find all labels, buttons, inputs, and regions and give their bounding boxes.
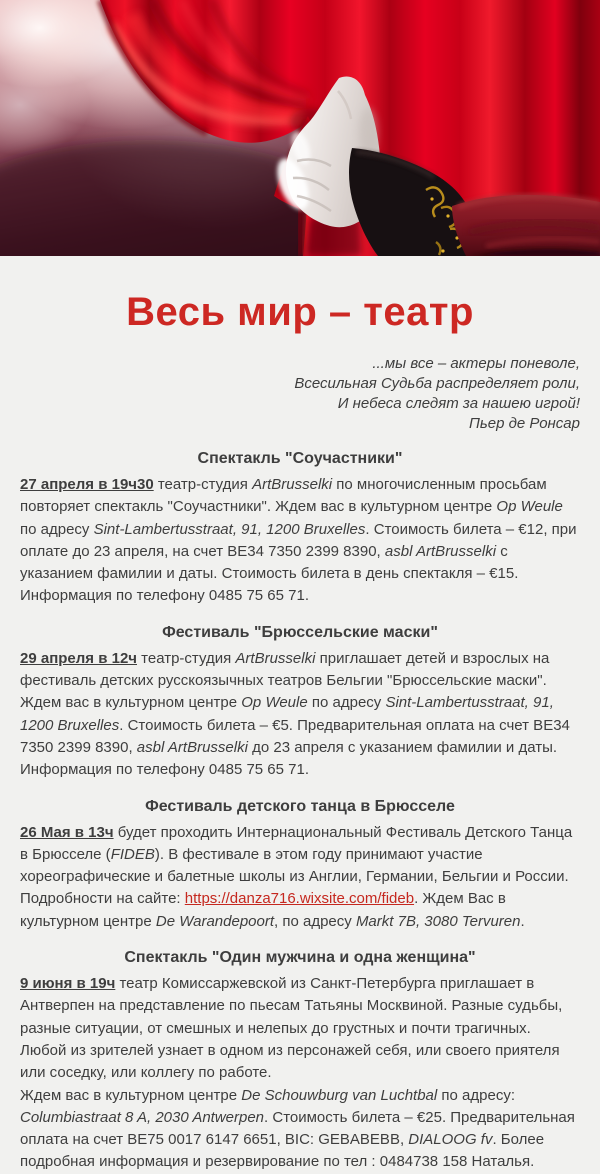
text-segment: Columbiastraat 8 A, 2030 Antwerpen: [20, 1108, 265, 1126]
text-segment: Markt 7B, 3080 Tervuren: [355, 912, 521, 930]
text-segment: De Warandepoort: [155, 912, 275, 930]
text-segment: Sint-Lambertusstraat, 91, 1200 Bruxelles: [20, 694, 554, 734]
event-heading: Спектакль "Один мужчина и одна женщина": [124, 949, 476, 967]
event-date: 9 июня в 19ч: [20, 975, 116, 993]
event-paragraph: [20, 648, 580, 782]
event-paragraph: [20, 474, 580, 608]
epigraph-line: ...мы все – актеры поневоле,: [372, 355, 580, 372]
text-segment: Ждем вас в культурном центре: [20, 1086, 242, 1104]
text-segment: . Стоимость билета – €5. Предварительная оплата на счет BE34 7350 2399 8390,: [20, 716, 570, 756]
epigraph-line: Всесильная Судьба распределяет роли,: [294, 375, 580, 392]
event-section-dance-festival: [0, 797, 600, 933]
text-segment: . Стоимость билета – €25. Предварительная оплата на счет BE75 0017 6147 6651, BIC: GEBABEBB,: [20, 1108, 575, 1149]
event-section-one-man-one-woman: [0, 948, 600, 1174]
epigraph: [20, 354, 580, 434]
curtain-photo-svg: [0, 0, 600, 256]
event-paragraph: [20, 973, 580, 1174]
event-paragraph: [20, 822, 580, 933]
text-segment: по адресу: [20, 520, 94, 538]
text-segment: театр-студия: [153, 476, 253, 493]
event-date: 29 апреля в 12ч: [20, 649, 137, 667]
epigraph-attribution: Пьер де Ронсар: [468, 415, 580, 432]
text-segment: . Более подробная информация и резервирование по тел : 0484738 158 Наталья.: [20, 1131, 545, 1171]
text-segment: asbl ArtBrusselki: [136, 738, 248, 756]
text-segment: De Schouwburg van Luchtbal: [241, 1086, 438, 1104]
text-segment: до 23 апреля с указанием фамилии и даты. Информация по телефону 0485 75 65 71.: [20, 738, 558, 779]
text-segment: с указанием фамилии и даты. Стоимость билета в день спектакля – €15. Информация по телефону 0485 75 65 71.: [20, 542, 519, 605]
event-date: 26 Мая в 13ч: [20, 823, 114, 841]
text-segment: будет проходить Интернациональный Фестиваль Детского Танца в Брюсселе (: [20, 823, 573, 863]
text-segment: asbl ArtBrusselki: [384, 542, 497, 560]
event-heading: Спектакль "Соучастники": [197, 450, 403, 467]
text-segment: .: [520, 912, 525, 930]
inline-link[interactable]: https://danza716.wixsite.com/fideb: [184, 890, 415, 908]
text-segment: Op Weule: [241, 694, 308, 712]
text-segment: , по адресу: [274, 912, 356, 930]
page-title: Весь мир – театр: [126, 290, 474, 334]
event-date: 27 апреля в 19ч30: [20, 476, 154, 493]
text-segment: приглашает детей и взрослых на фестиваль детских русскоязычных театров Бельгии "Брюссельские маски". Ждем вас в культурном центре: [20, 649, 550, 712]
event-section-souchastniki: [0, 449, 600, 608]
text-segment: театр-студия: [137, 649, 236, 667]
text-segment: FIDEB: [110, 845, 155, 863]
text-segment: по адресу: [307, 694, 386, 712]
event-section-brussels-masks: [0, 623, 600, 782]
text-segment: ). В фестивале в этом году принимают участие хореографические и балетные школы из Англии, Германии, Бельгии и России. Подробности на сайте:: [20, 845, 569, 908]
red-jacket-arm: [452, 195, 600, 256]
event-heading: Фестиваль детского танца в Брюсселе: [145, 797, 455, 815]
text-segment: Sint-Lambertusstraat, 91, 1200 Bruxelles: [93, 520, 366, 538]
text-segment: . Стоимость билета – €12, при оплате до 23 апреля, на счет BE34 7350 2399 8390,: [20, 520, 577, 560]
text-segment: ArtBrusselki: [235, 649, 316, 667]
text-segment: ArtBrusselki: [252, 476, 333, 493]
text-segment: Op Weule: [496, 498, 563, 516]
text-segment: по многочисленным просьбам повторяет спектакль "Соучастники". Ждем вас в культурном центре: [20, 476, 547, 516]
epigraph-line: И небеса следят за нашею игрой!: [337, 395, 580, 412]
text-segment: театр Комиссаржевской из Санкт-Петербурга приглашает в Антверпен на представление по пьесам Татьяны Москвиной. Разные судьбы, разные ситуации, от смешных и нелепых до грустных и почти трагичных. Любой из зрителей узнает в одном из персонажей себя, или своего приятеля или соседку, или коллегу по работе.: [20, 975, 563, 1082]
event-heading: Фестиваль "Брюссельские маски": [162, 623, 438, 641]
text-segment: по адресу:: [437, 1086, 515, 1104]
text-segment: DIALOOG fv: [408, 1131, 493, 1149]
text-segment: . Ждем Вас в культурном центре: [20, 890, 506, 930]
hero-curtain-photo: [0, 0, 600, 256]
